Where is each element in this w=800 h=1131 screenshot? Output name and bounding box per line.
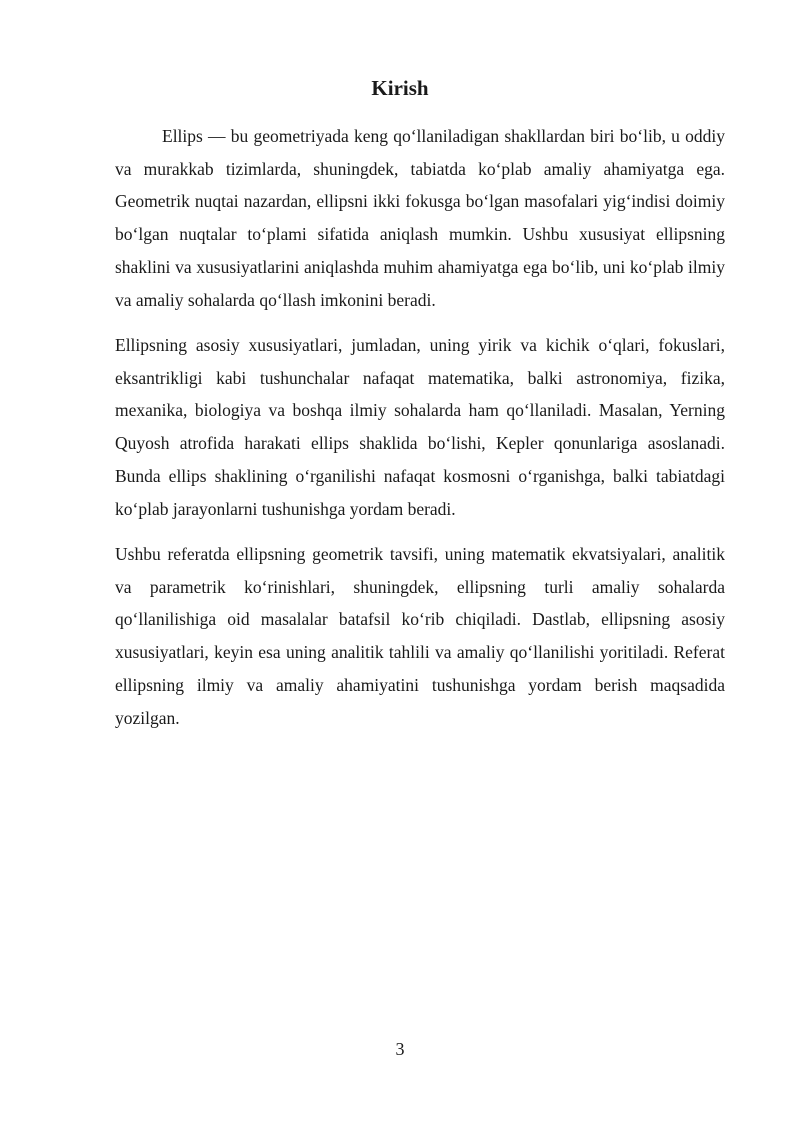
page-number: 3 xyxy=(395,1039,405,1059)
paragraph-2: Ellipsning asosiy xususiyatlari, jumladan, uning yirik va kichik o‘qlari, fokuslari, eksantrikligi kabi tushunchalar nafaqat matematika, balki astronomiya, fizika, mexanika, biologiya va boshqa ilmiy sohalarda ham qo‘llaniladi. Masalan, Yerning Quyosh atrofida harakati ellips shaklida bo‘lishi, Kepler qonunlariga asoslanadi. Bunda ellips shaklining o‘rganilishi nafaqat kosmosni o‘rganishga, balki tabiatdagi ko‘plab jarayonlarni tushunishga yordam beradi. xyxy=(115,335,725,519)
page-title: Kirish xyxy=(371,76,429,100)
paragraph-1: Ellips — bu geometriyada keng qo‘llaniladigan shakllardan biri bo‘lib, u oddiy va murakkab tizimlarda, shuningdek, tabiatda ko‘plab amaliy ahamiyatga ega. Geometrik nuqtai nazardan, ellipsni ikki fokusga bo‘lgan masofalari yig‘indisi doimiy bo‘lgan nuqtalar to‘plami sifatida aniqlash mumkin. Ushbu xususiyat ellipsning shaklini va xususiyatlarini aniqlashda muhim ahamiyatga ega bo‘lib, uni ko‘plab ilmiy va amaliy sohalarda qo‘llash imkonini beradi. xyxy=(115,126,725,310)
paragraph-3: Ushbu referatda ellipsning geometrik tavsifi, uning matematik ekvatsiyalari, analitik va parametrik ko‘rinishlari, shuningdek, ellipsning turli amaliy sohalarda qo‘llanilishiga oid masalalar batafsil ko‘rib chiqiladi. Dastlab, ellipsning asosiy xususiyatlari, keyin esa uning analitik tahlili va amaliy qo‘llanilishi yoritiladi. Referat ellipsning ilmiy va amaliy ahamiyatini tushunishga yordam berish maqsadida yozilgan. xyxy=(115,544,725,728)
paragraph-properties-block xyxy=(115,329,725,525)
paragraph-intro-block xyxy=(115,120,725,316)
paragraph-overview-block xyxy=(115,538,725,734)
